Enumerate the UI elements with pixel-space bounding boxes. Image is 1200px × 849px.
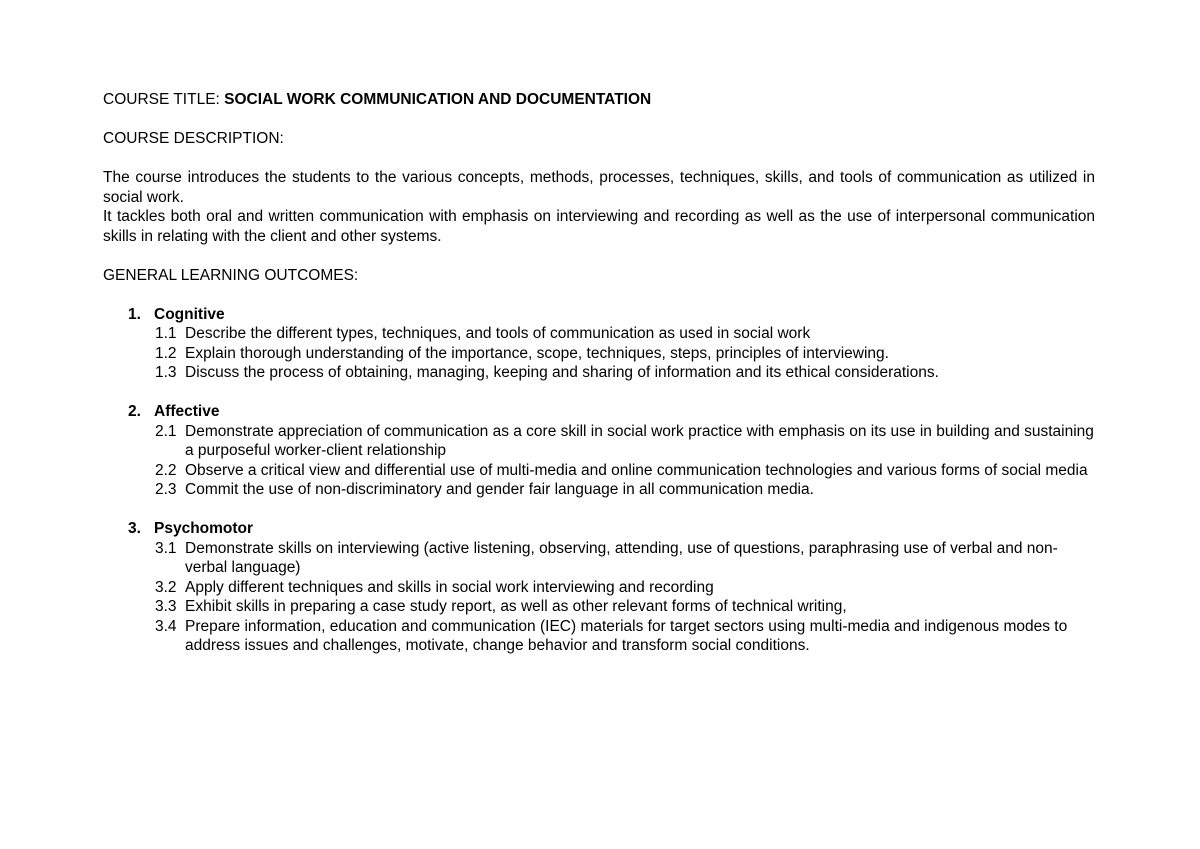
- outcome-item: [103, 324, 1095, 344]
- outcome-domain-affective: [103, 402, 1095, 500]
- outcome-item: [103, 461, 1095, 481]
- outcome-items-list: [103, 539, 1095, 656]
- outcome-item: [103, 480, 1095, 500]
- spacer: [103, 285, 1095, 305]
- outcome-domain-number: 3.: [128, 520, 141, 537]
- outcome-item-number: 2.1: [155, 422, 177, 440]
- outcome-item: [103, 597, 1095, 617]
- course-description-paragraph: It tackles both oral and written communication with emphasis on interviewing and recording as well as the use of interpersonal communication skills in relating with the client and other systems.: [103, 208, 1095, 245]
- outcome-item-text: Commit the use of non-discriminatory and gender fair language in all communication media.: [185, 481, 814, 498]
- outcome-item-number: 3.2: [155, 578, 177, 596]
- outcome-item-text: Demonstrate appreciation of communication as a core skill in social work practice with emphasis on its use in building and sustaining a purposeful worker-client relationship: [185, 422, 1094, 459]
- course-title-label: COURSE TITLE:: [103, 91, 225, 108]
- outcome-item-text: Observe a critical view and differential use of multi-media and online communication technologies and various forms of social media: [185, 461, 1088, 479]
- outcome-domain-heading: [103, 402, 1095, 422]
- outcome-item-number: 3.3: [155, 598, 177, 615]
- outcome-items-list: [103, 422, 1095, 500]
- outcome-item-text: Discuss the process of obtaining, managing, keeping and sharing of information and its ethical considerations.: [185, 364, 939, 381]
- outcome-item-text: Describe the different types, techniques, and tools of communication as used in social work: [185, 325, 811, 342]
- outcome-item-number: 3.1: [155, 539, 177, 557]
- outcome-item-text: Demonstrate skills on interviewing (active listening, observing, attending, use of questions, paraphrasing use of verbal and non-verbal language): [185, 539, 1058, 576]
- outcome-domain-heading: [103, 305, 1095, 325]
- document-page: [103, 90, 1095, 675]
- course-description-body: [103, 168, 1095, 246]
- outcome-domain-cognitive: [103, 305, 1095, 383]
- outcome-item-text: Exhibit skills in preparing a case study report, as well as other relevant forms of technical writing,: [185, 598, 847, 615]
- outcome-item-text: Apply different techniques and skills in social work interviewing and recording: [185, 578, 714, 596]
- course-description-label: COURSE DESCRIPTION:: [103, 130, 284, 147]
- outcome-item-number: 3.4: [155, 617, 177, 635]
- outcome-item-number: 1.3: [155, 364, 177, 381]
- outcome-domain-heading: [103, 519, 1095, 539]
- learning-outcomes-label: GENERAL LEARNING OUTCOMES:: [103, 266, 359, 284]
- outcome-domain-title: Affective: [154, 403, 220, 420]
- outcome-item: [103, 578, 1095, 598]
- outcome-item: [103, 422, 1095, 461]
- outcome-item-number: 2.2: [155, 461, 177, 479]
- course-description-paragraph: The course introduces the students to the various concepts, methods, processes, techniques, skills, and tools of communication as utilized in social work.: [103, 169, 1095, 206]
- spacer: [103, 110, 1095, 130]
- spacer: [103, 149, 1095, 169]
- spacer: [103, 246, 1095, 266]
- outcome-item: [103, 363, 1095, 383]
- outcome-domain-psychomotor: [103, 519, 1095, 656]
- outcome-items-list: [103, 324, 1095, 383]
- outcome-item-number: 1.1: [155, 325, 177, 342]
- outcome-item-text: Prepare information, education and communication (IEC) materials for target sectors using multi-media and indigenous modes to address issues and challenges, motivate, change behavior and transform social conditions.: [185, 617, 1068, 654]
- outcome-item-number: 2.3: [155, 481, 177, 498]
- outcome-domain-number: 2.: [128, 403, 141, 420]
- learning-outcomes-list: [103, 305, 1095, 656]
- outcome-domain-number: 1.: [128, 305, 141, 323]
- course-title-value: SOCIAL WORK COMMUNICATION AND DOCUMENTATION: [224, 91, 652, 108]
- outcome-item: [103, 617, 1095, 656]
- outcome-item-number: 1.2: [155, 344, 177, 362]
- outcome-domain-title: Cognitive: [154, 305, 225, 323]
- outcome-item-text: Explain thorough understanding of the importance, scope, techniques, steps, principles of interviewing.: [185, 344, 889, 362]
- outcome-item: [103, 539, 1095, 578]
- course-title-line: [103, 90, 1095, 110]
- outcome-domain-title: Psychomotor: [154, 520, 254, 537]
- outcome-item: [103, 344, 1095, 364]
